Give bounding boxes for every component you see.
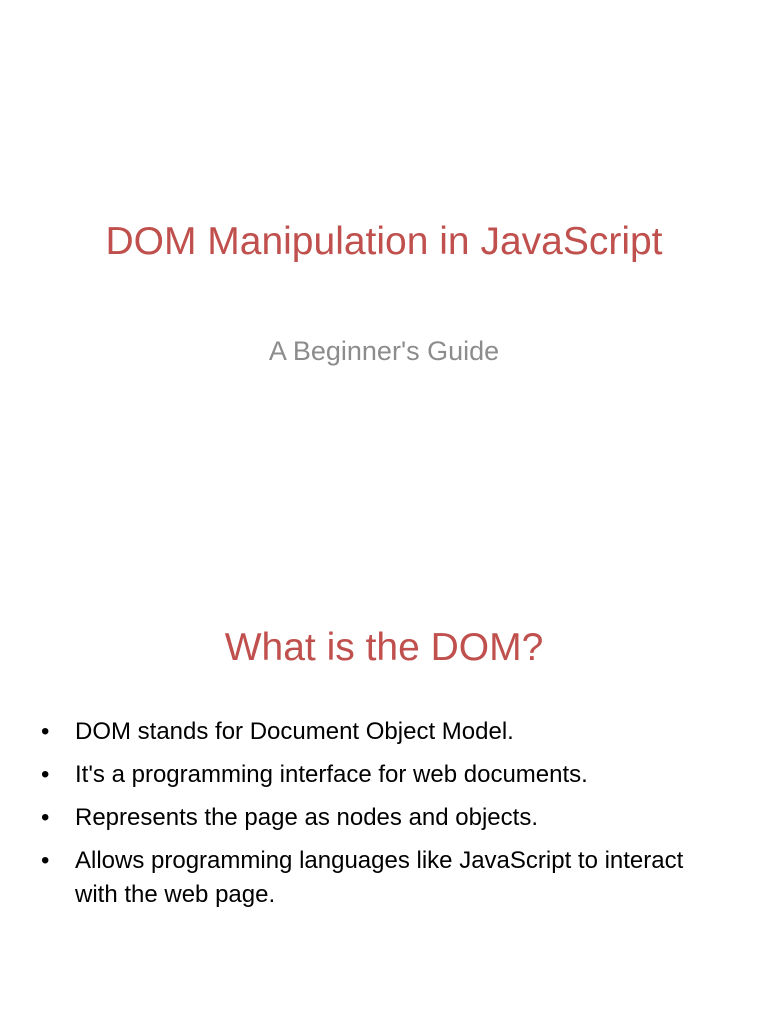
bullet-text: Allows programming languages like JavaScript to interact with the web page. bbox=[75, 847, 684, 908]
presentation-subtitle: A Beginner's Guide bbox=[268, 336, 500, 366]
list-item bbox=[41, 801, 721, 835]
bullet-list bbox=[41, 715, 721, 921]
list-item bbox=[41, 758, 721, 792]
bullet-text: DOM stands for Document Object Model. bbox=[75, 718, 514, 745]
bullet-icon: • bbox=[41, 847, 50, 874]
list-item bbox=[41, 844, 721, 912]
list-item bbox=[41, 715, 721, 749]
presentation-title: DOM Manipulation in JavaScript bbox=[105, 220, 663, 263]
slide-title: What is the DOM? bbox=[224, 626, 544, 669]
bullet-icon: • bbox=[41, 804, 50, 831]
bullet-icon: • bbox=[41, 718, 50, 745]
bullet-text: Represents the page as nodes and objects. bbox=[75, 804, 538, 831]
bullet-icon: • bbox=[41, 761, 50, 788]
content-slide bbox=[0, 512, 768, 1024]
bullet-text: It's a programming interface for web documents. bbox=[75, 761, 588, 788]
